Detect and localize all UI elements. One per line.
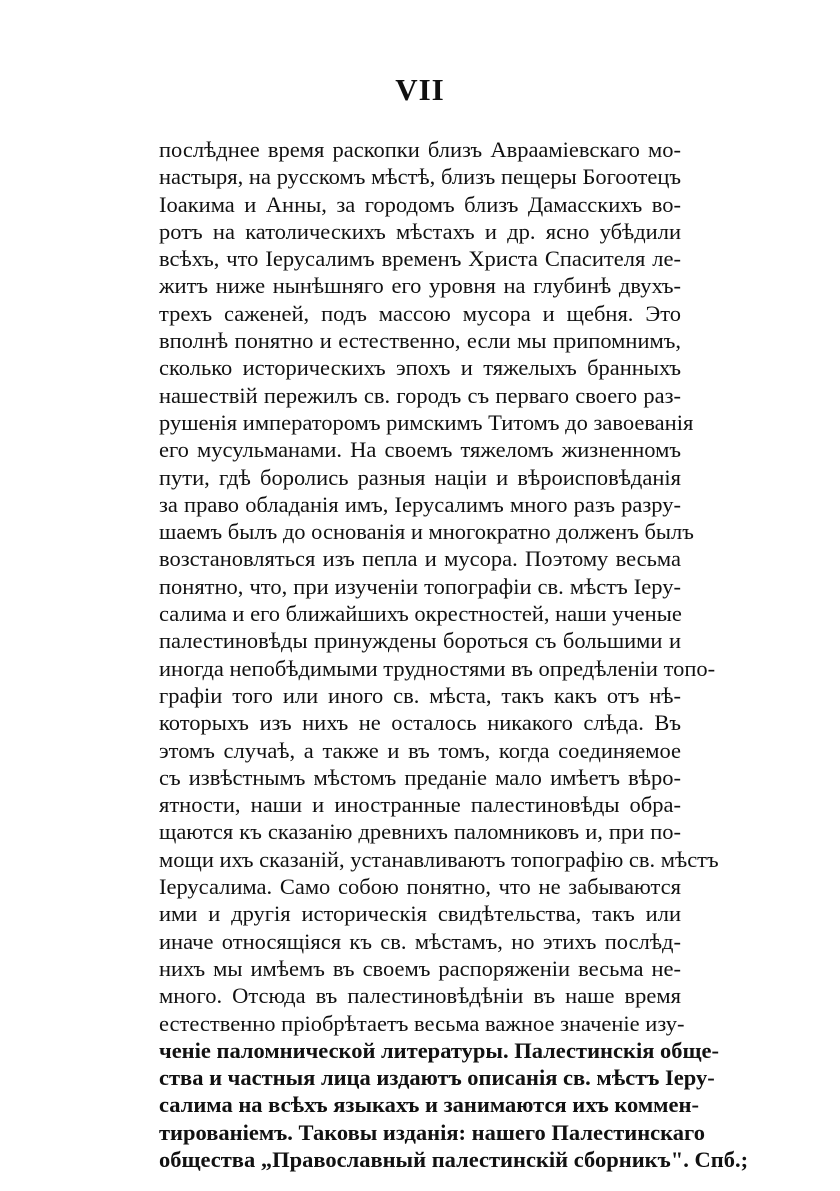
text-line: мощи ихъ сказанiй, устанавливаютъ топографiю св. мѣстъ (159, 846, 719, 872)
text-line: сколько историческихъ эпохъ и тяжелыхъ бранныхъ (159, 355, 681, 381)
text-line: этомъ случаѣ, а также и въ томъ, когда соединяемое (159, 737, 681, 763)
page-number: VII (395, 72, 445, 107)
text-line: салима на всѣхъ языкахъ и занимаются ихъ коммен- (159, 1092, 699, 1118)
text-line: графiи того или иного св. мѣста, такъ какъ отъ нѣ- (159, 682, 681, 708)
text-line: ротъ на католическихъ мѣстахъ и др. ясно убѣдили (159, 218, 681, 244)
text-line: возстановляться изъ пепла и мусора. Поэтому весьма (159, 546, 681, 572)
text-line: пути, гдѣ боролись разныя нацiи и вѣроисповѣданiя (159, 464, 681, 490)
text-line: вполнѣ понятно и естественно, если мы припомнимъ, (159, 328, 681, 354)
text-line: щаются къ сказанiю древнихъ паломниковъ и, при по- (159, 819, 681, 845)
text-line: понятно, что, при изученiи топографiи св. мѣстъ Iеру- (159, 573, 681, 599)
text-line: ства и частныя лица издаютъ описанiя св. мѣстъ Iеру- (159, 1065, 715, 1091)
text-line: тированiемъ. Таковы изданiя: нашего Палестинскаго (159, 1119, 705, 1145)
text-line: которыхъ изъ нихъ не осталось никакого слѣда. Въ (159, 710, 681, 736)
text-line: рушенiя императоромъ римскимъ Титомъ до завоеванiя (159, 409, 694, 435)
text-line: много. Отсюда въ палестиновѣдѣнiи въ наше время (159, 983, 681, 1009)
text-line: нашествiй пережилъ св. городъ съ перваго своего раз- (159, 382, 681, 408)
text-line: послѣднее время раскопки близъ Авраамiевскаго мо- (159, 137, 681, 162)
text-line: за право обладанiя имъ, Iерусалимъ много разъ разру- (159, 491, 681, 517)
text-line: его мусульманами. На своемъ тяжеломъ жизненномъ (159, 437, 681, 463)
text-line: ими и другiя историческiя свидѣтельства, такъ или (159, 901, 681, 927)
text-line: ченiе паломнической литературы. Палестинскiя обще- (159, 1037, 719, 1063)
text-line: Iоакима и Анны, за городомъ близъ Дамасскихъ во- (159, 191, 681, 217)
text-line: всѣхъ, что Iерусалимъ временъ Христа Спасителя ле- (159, 246, 681, 272)
text-line: общества „Православный палестинскiй сборникъ". Спб.; (159, 1146, 749, 1172)
text-line: салима и его ближайшихъ окрестностей, наши ученые (159, 601, 682, 627)
text-line: съ извѣстнымъ мѣстомъ преданiе мало имѣетъ вѣро- (159, 764, 681, 790)
body-text (159, 136, 749, 1173)
text-line: ятности, наши и иностранные палестиновѣды обра- (159, 792, 681, 818)
text-line: палестиновѣды принуждены бороться съ большими и (159, 628, 681, 654)
text-line: Iерусалима. Само собою понятно, что не забываются (159, 874, 681, 900)
text-line: трехъ саженей, подъ массою мусора и щебня. Это (159, 300, 681, 326)
text-line: иначе относящiяся къ св. мѣстамъ, но этихъ послѣд- (159, 928, 681, 954)
text-line: естественно прiобрѣтаетъ весьма важное значенiе изу- (159, 1010, 685, 1036)
text-line: нихъ мы имѣемъ въ своемъ распоряженiи весьма не- (159, 955, 681, 981)
text-line: шаемъ былъ до основанiя и многократно долженъ былъ (159, 519, 694, 545)
text-line: житъ ниже нынѣшняго его уровня на глубинѣ двухъ- (159, 273, 681, 299)
text-line: иногда непобѣдимыми трудностями въ опредѣленiи топо- (159, 655, 716, 681)
text-line: настыря, на русскомъ мѣстѣ, близъ пещеры Богоотецъ (159, 164, 681, 190)
